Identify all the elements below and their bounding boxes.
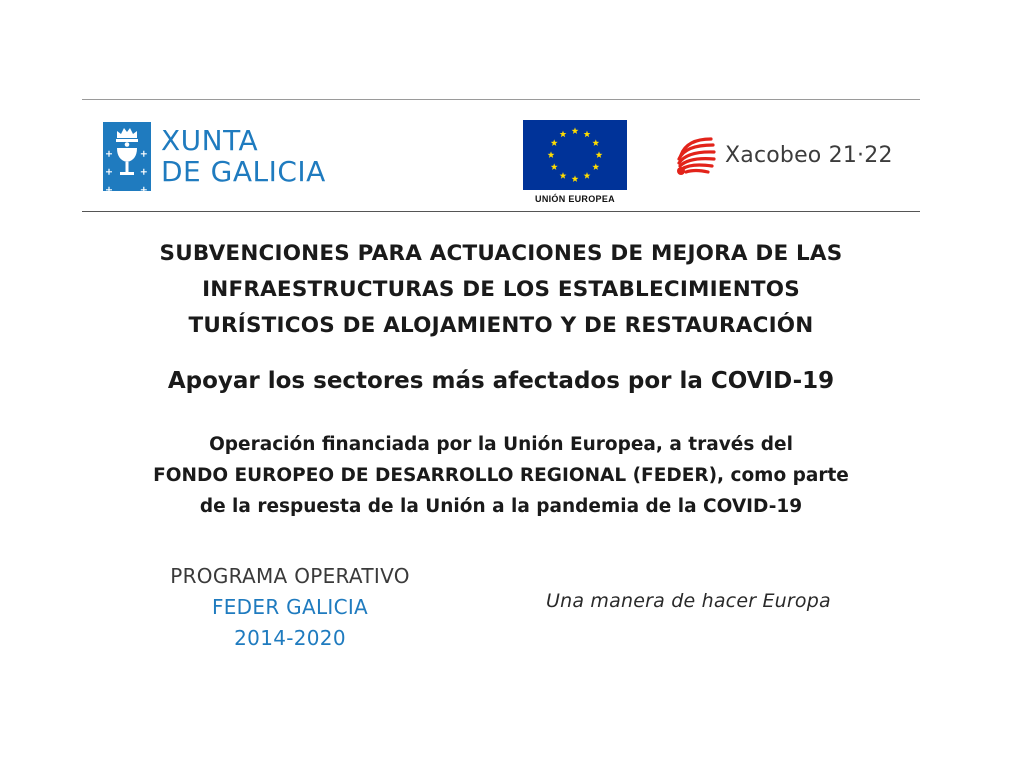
heading-line-2: INFRAESTRUCTURAS DE LOS ESTABLECIMIENTOS [202, 277, 800, 302]
scallop-shell-icon [675, 133, 717, 177]
programa-line-1: PROGRAMA OPERATIVO [170, 564, 410, 588]
xacobeo-logo [675, 133, 893, 177]
tagline: Una manera de hacer Europa [546, 590, 831, 612]
xunta-line2: DE GALICIA [161, 155, 326, 188]
programa-line-2: FEDER GALICIA [211, 595, 369, 619]
main-heading [82, 236, 920, 344]
eu-flag-icon [523, 120, 627, 190]
top-divider [82, 99, 920, 100]
operation-line-1: Operación financiada por la Unión Europea, a través del [209, 434, 793, 455]
logo-divider [82, 211, 920, 212]
xunta-line1: XUNTA [161, 124, 259, 157]
operation-line-3: de la respuesta de la Unión a la pandemia de la COVID-19 [199, 496, 803, 517]
programa-operativo [130, 561, 450, 654]
heading-line-1: SUBVENCIONES PARA ACTUACIONES DE MEJORA DE LAS [159, 241, 843, 266]
eu-label: UNIÓN EUROPEA [535, 194, 615, 204]
operation-line-2: FONDO EUROPEO DE DESARROLLO REGIONAL (FEDER), como parte [153, 465, 849, 486]
xunta-logo [103, 121, 326, 191]
xunta-wordmark [161, 125, 326, 187]
subheading: Apoyar los sectores más afectados por la COVID-19 [167, 368, 835, 394]
programa-line-3: 2014-2020 [234, 626, 346, 650]
heading-line-3: TURÍSTICOS DE ALOJAMIENTO Y DE RESTAURACIÓN [188, 313, 814, 338]
eu-logo [522, 120, 628, 204]
operation-statement [82, 429, 920, 522]
xunta-emblem-icon [103, 122, 151, 191]
xacobeo-wordmark: Xacobeo 21·22 [725, 142, 893, 168]
